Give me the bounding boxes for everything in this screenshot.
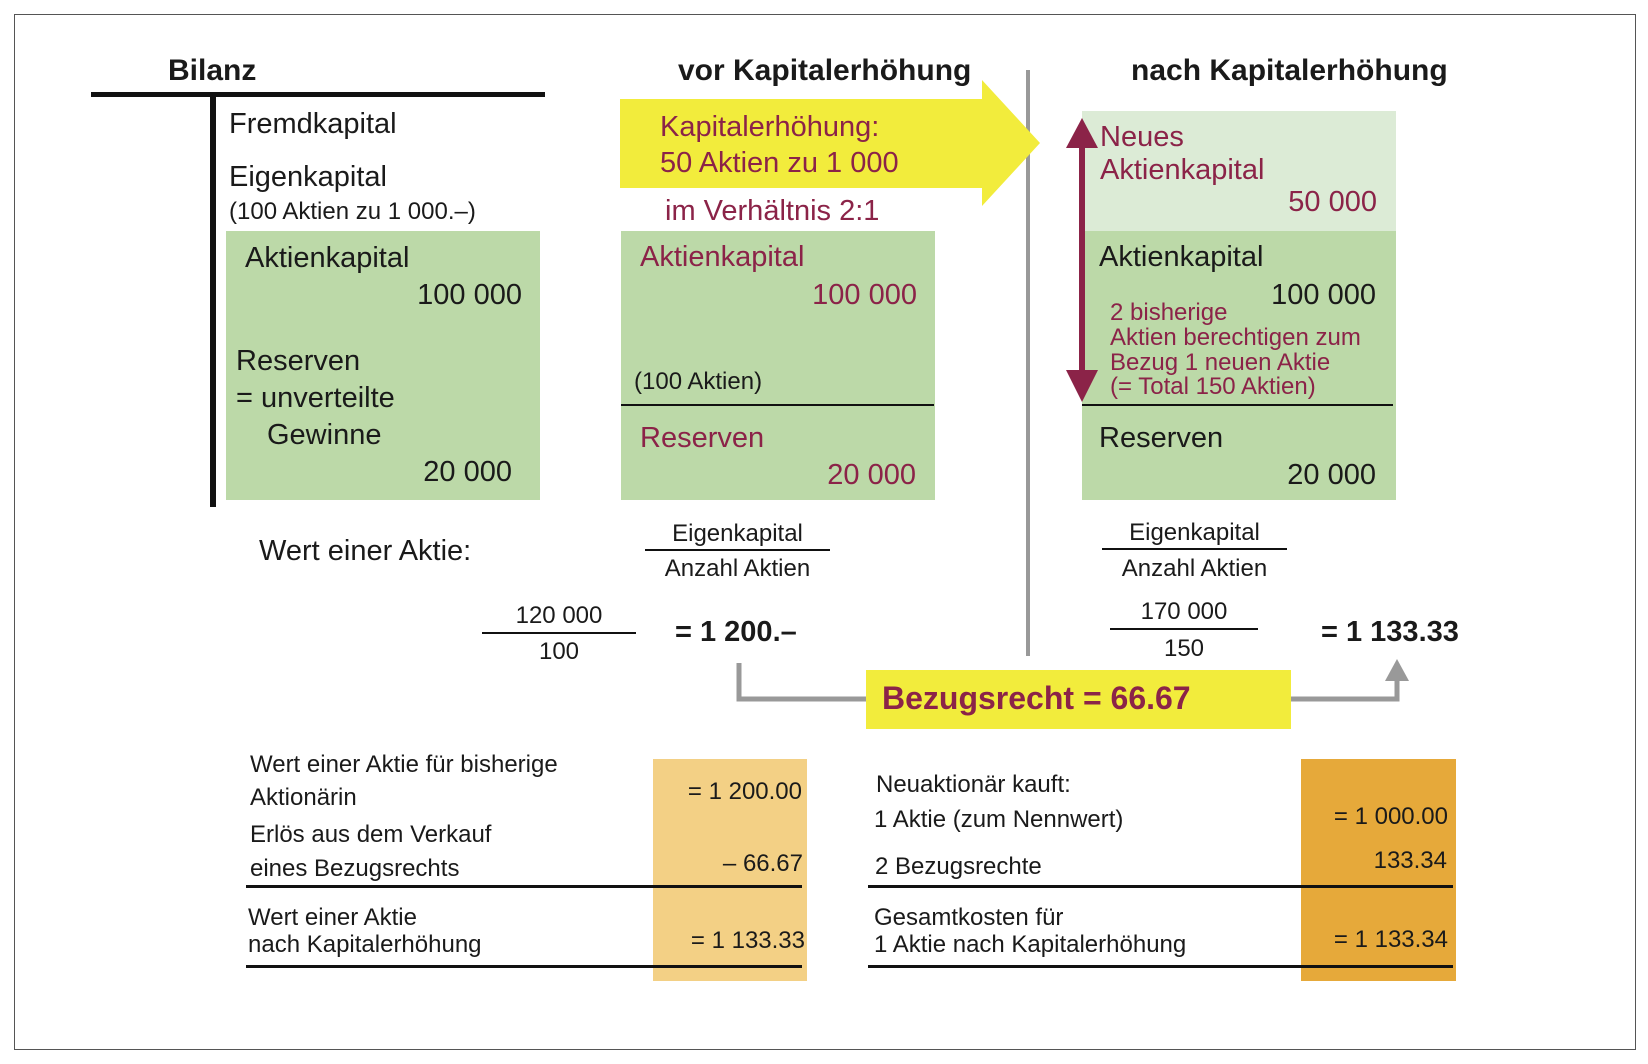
bilanz-reserven-line2: = unverteilte (236, 382, 395, 414)
nach-reserven-label: Reserven (1099, 422, 1224, 454)
nach-aktienkapital-value: 100 000 (1271, 279, 1376, 311)
right-row3-value: = 1 133.34 (1333, 926, 1448, 953)
nach-formula-numerator: Eigenkapital (1129, 519, 1260, 546)
bilanz-reserven-line3: Gewinne (267, 419, 382, 451)
double-arrow-icon (1064, 118, 1100, 403)
bilanz-heading: Bilanz (168, 54, 257, 87)
vor-calc-numerator: 120 000 (515, 602, 603, 629)
vor-aktienkapital-value: 100 000 (812, 279, 917, 311)
eigenkapital-label: Eigenkapital (229, 161, 387, 193)
left-row3-value: = 1 133.33 (690, 927, 805, 954)
right-row3-line1: Gesamtkosten für (874, 904, 1064, 931)
left-table-rule1 (246, 885, 802, 888)
right-row1: 1 Aktie (zum Nennwert) (874, 806, 1124, 833)
left-row1-line1: Wert einer Aktie für bisherige (250, 751, 558, 778)
nach-note-line4: (= Total 150 Aktien) (1110, 373, 1316, 400)
left-row3-line1: Wert einer Aktie (248, 904, 417, 931)
bezugsrecht-label: Bezugsrecht = 66.67 (882, 680, 1191, 716)
arrow-text-line1: Kapitalerhöhung: (660, 111, 880, 143)
nach-formula-bar (1102, 548, 1287, 550)
nach-calc-result: = 1 133.33 (1321, 616, 1459, 648)
fremdkapital-label: Fremdkapital (229, 108, 397, 140)
nach-note-line2: Aktien berechtigen zum (1110, 324, 1361, 351)
arrow-text-line2: 50 Aktien zu 1 000 (660, 147, 899, 179)
neues-aktienkapital-value: 50 000 (1288, 186, 1377, 218)
bilanz-vertical-rule (210, 95, 216, 507)
right-row0: Neuaktionär kauft: (876, 771, 1071, 798)
bilanz-aktienkapital-value: 100 000 (417, 279, 522, 311)
left-row1-line2: Aktionärin (250, 784, 357, 811)
bilanz-reserven-value: 20 000 (423, 456, 512, 488)
right-row2: 2 Bezugsrechte (875, 853, 1042, 880)
neues-label-line1: Neues (1100, 121, 1184, 153)
vor-separator (621, 404, 934, 406)
left-row1-value: = 1 200.00 (687, 778, 802, 805)
vor-calc-denominator: 100 (538, 638, 580, 665)
right-row2-value: 133.34 (1373, 847, 1447, 874)
vor-formula-denominator: Anzahl Aktien (664, 555, 811, 582)
bilanz-aktienkapital-label: Aktienkapital (245, 242, 410, 274)
left-row2-line1: Erlös aus dem Verkauf (250, 821, 492, 848)
right-row3-line2: 1 Aktie nach Kapitalerhöhung (874, 931, 1187, 958)
right-row1-value: = 1 000.00 (1333, 803, 1448, 830)
vor-aktien-count: (100 Aktien) (634, 368, 763, 395)
vor-reserven-value: 20 000 (827, 459, 916, 491)
right-table-rule2 (868, 965, 1453, 968)
neues-label-line2: Aktienkapital (1100, 154, 1265, 186)
capital-increase-arrow (620, 80, 1040, 210)
left-table-rule2 (246, 965, 802, 968)
vor-reserven-label: Reserven (640, 422, 765, 454)
vor-aktienkapital-label: Aktienkapital (640, 241, 805, 273)
left-row3-line2: nach Kapitalerhöhung (248, 931, 482, 958)
nach-separator (1082, 404, 1393, 406)
left-row2-value: – 66.67 (722, 850, 803, 877)
nach-note-line3: Bezug 1 neuen Aktie (1110, 349, 1331, 376)
vor-formula-bar (645, 549, 830, 551)
ratio-label: im Verhältnis 2:1 (665, 195, 880, 227)
nach-calc-denominator: 150 (1163, 635, 1205, 662)
nach-note-line1: 2 bisherige (1110, 299, 1228, 326)
vor-calc-result: = 1 200.– (675, 616, 797, 648)
wert-einer-aktie-label: Wert einer Aktie: (259, 535, 472, 567)
left-row2-line2: eines Bezugsrechts (250, 855, 460, 882)
nach-reserven-value: 20 000 (1287, 459, 1376, 491)
nach-formula-denominator: Anzahl Aktien (1121, 555, 1268, 582)
eigenkapital-note: (100 Aktien zu 1 000.–) (229, 198, 476, 225)
vor-formula-numerator: Eigenkapital (672, 520, 803, 547)
vor-calc-bar (482, 632, 636, 634)
nach-calc-numerator: 170 000 (1140, 598, 1228, 625)
bilanz-top-rule (91, 92, 545, 97)
nach-aktienkapital-label: Aktienkapital (1099, 241, 1264, 273)
nach-calc-bar (1110, 628, 1258, 630)
nach-heading: nach Kapitalerhöhung (1131, 54, 1448, 87)
right-table-rule1 (868, 885, 1453, 888)
bilanz-reserven-label: Reserven (236, 345, 361, 377)
vor-heading: vor Kapitalerhöhung (678, 54, 972, 87)
